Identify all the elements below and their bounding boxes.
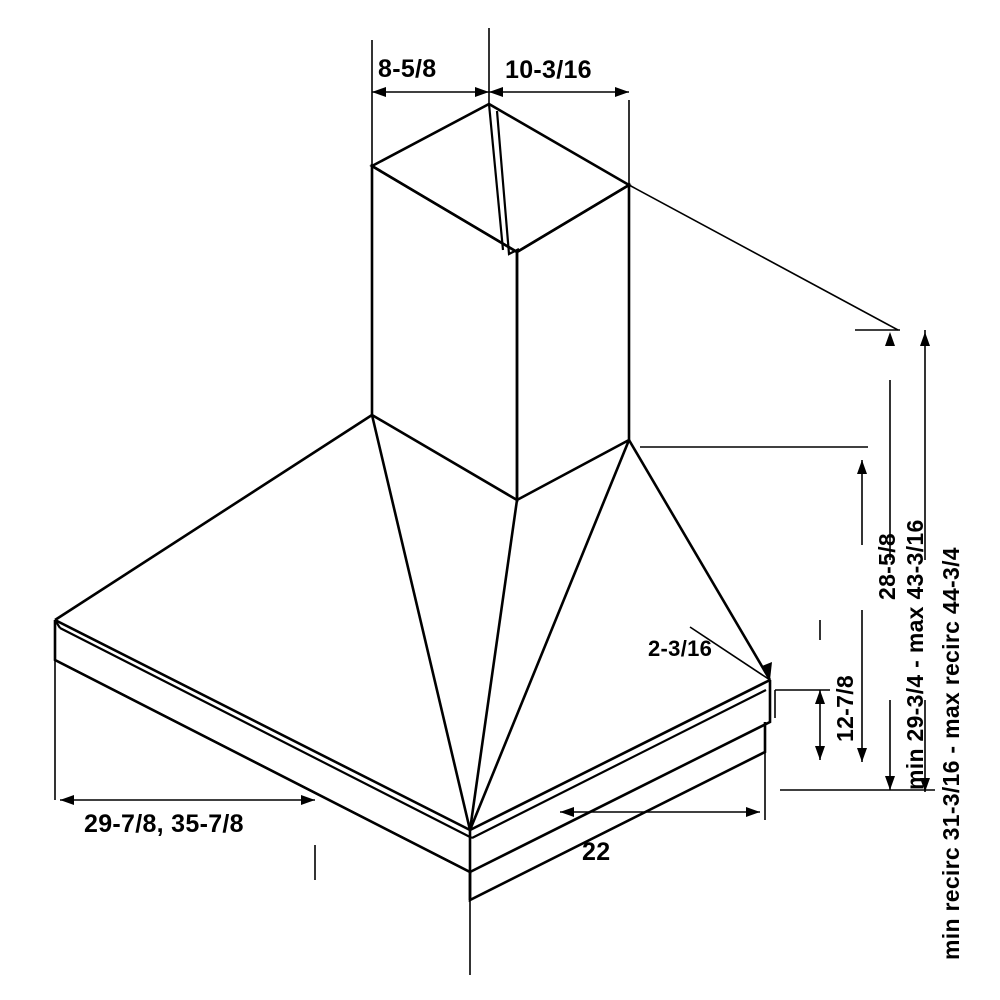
canopy-left-slope-edge	[372, 415, 470, 830]
arrow-10-3-16-right	[615, 87, 629, 97]
dim-label-chimney-top-depth: 8-5/8	[378, 55, 437, 83]
rim-left-inner-line	[55, 660, 470, 872]
arrow-28-5-8-bottom	[857, 748, 867, 762]
rim-lower-skirt	[470, 722, 765, 900]
rim-right-top-inner-line	[472, 690, 766, 838]
rim-left-top-inner-line	[60, 628, 472, 838]
arrow-12-7-8-top	[815, 690, 825, 704]
arrow-depth-right	[746, 807, 760, 817]
dim-label-ducted-height-range: min 29-3/4 - max 43-3/16	[902, 519, 928, 790]
chimney-right-face	[517, 185, 629, 500]
canopy-front-vertical-edge	[470, 500, 517, 830]
dim-label-chimney-top-width: 10-3/16	[505, 56, 592, 84]
canopy-left-upper-edge	[55, 415, 372, 620]
arrow-recirc-top	[920, 332, 930, 346]
dim-label-body-height: 28-5/8	[874, 532, 900, 600]
dim-label-canopy-front-depth: 2-3/16	[648, 636, 713, 661]
arrow-depth-left	[560, 807, 574, 817]
arrow-width-right	[301, 795, 315, 805]
ext-chimney-top-right-long	[629, 185, 898, 330]
arrow-12-7-8-bottom	[815, 746, 825, 760]
dim-label-recirc-height-range: min recirc 31-3/16 - max recirc 44-3/4	[938, 547, 964, 960]
arrow-ducted-top	[885, 332, 895, 346]
arrow-8-5-8-left	[372, 87, 386, 97]
dim-label-hood-width: 29-7/8, 35-7/8	[84, 810, 244, 838]
dim-label-hood-depth: 22	[582, 838, 611, 866]
dim-label-canopy-height: 12-7/8	[832, 674, 858, 742]
canopy-left-lower-edge	[55, 620, 470, 830]
arrow-10-3-16-left	[489, 87, 503, 97]
chimney-inner-edge-2	[489, 104, 503, 250]
arrow-8-5-8-right	[475, 87, 489, 97]
canopy-right-lower-edge	[470, 680, 770, 830]
chimney-left-face	[372, 166, 517, 500]
arrow-width-left	[60, 795, 74, 805]
arrow-28-5-8-top	[857, 460, 867, 474]
rim-right-band	[470, 680, 770, 872]
arrow-ducted-bottom	[885, 776, 895, 790]
